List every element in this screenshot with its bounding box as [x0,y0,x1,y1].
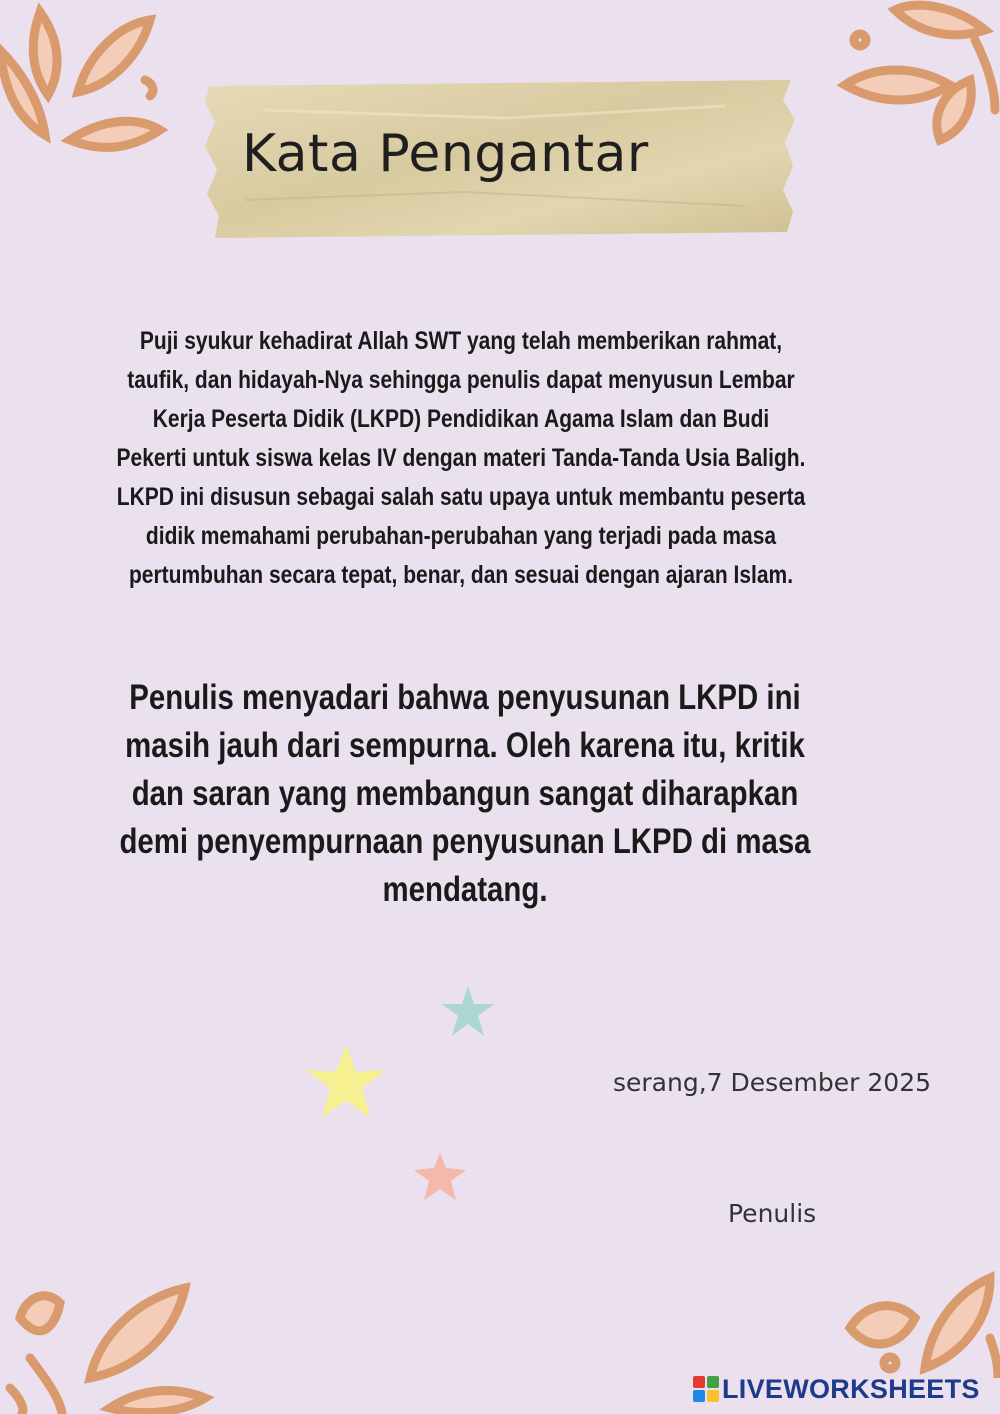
pink-star-icon [414,1152,466,1200]
floral-ornament-bottom-left [0,1258,230,1414]
decorative-stars [300,980,505,1215]
intro-paragraph: Puji syukur kehadirat Allah SWT yang telah memberikan rahmat, taufik, dan hidayah-Nya sehingga penulis dapat menyusun Lembar Kerja Peserta Didik (LKPD) Pendidikan Agama Islam dan Budi Pekerti untuk siswa kelas IV dengan materi Tanda-Tanda Usia Baligh. LKPD ini disusun sebagai salah satu upaya untuk membantu peserta didik memahami perubahan-perubahan yang terjadi pada masa pertumbuhan secara tepat, benar, dan sesuai dengan ajaran Islam. [116,327,806,589]
author-signature: Penulis [728,1199,817,1228]
liveworksheets-logo-icon [693,1376,719,1402]
liveworksheets-watermark [693,1373,980,1405]
floral-ornament-top-left [0,0,175,200]
page-title: Kata Pengantar [242,124,649,184]
date-line: serang,7 Desember 2025 [613,1068,932,1097]
floral-ornament-bottom-right [830,1268,1000,1378]
yellow-star-icon [306,1044,386,1118]
floral-ornament-top-right [835,0,1000,160]
watermark-text: LIVEWORKSHEETS [722,1373,980,1404]
teal-star-icon [442,986,494,1036]
closing-paragraph: Penulis menyadari bahwa penyusunan LKPD ini masih jauh dari sempurna. Oleh karena itu, kritik dan saran yang membangun sangat diharapkan demi penyempurnaan penyusunan LKPD di masa mendatang. [119,678,811,909]
